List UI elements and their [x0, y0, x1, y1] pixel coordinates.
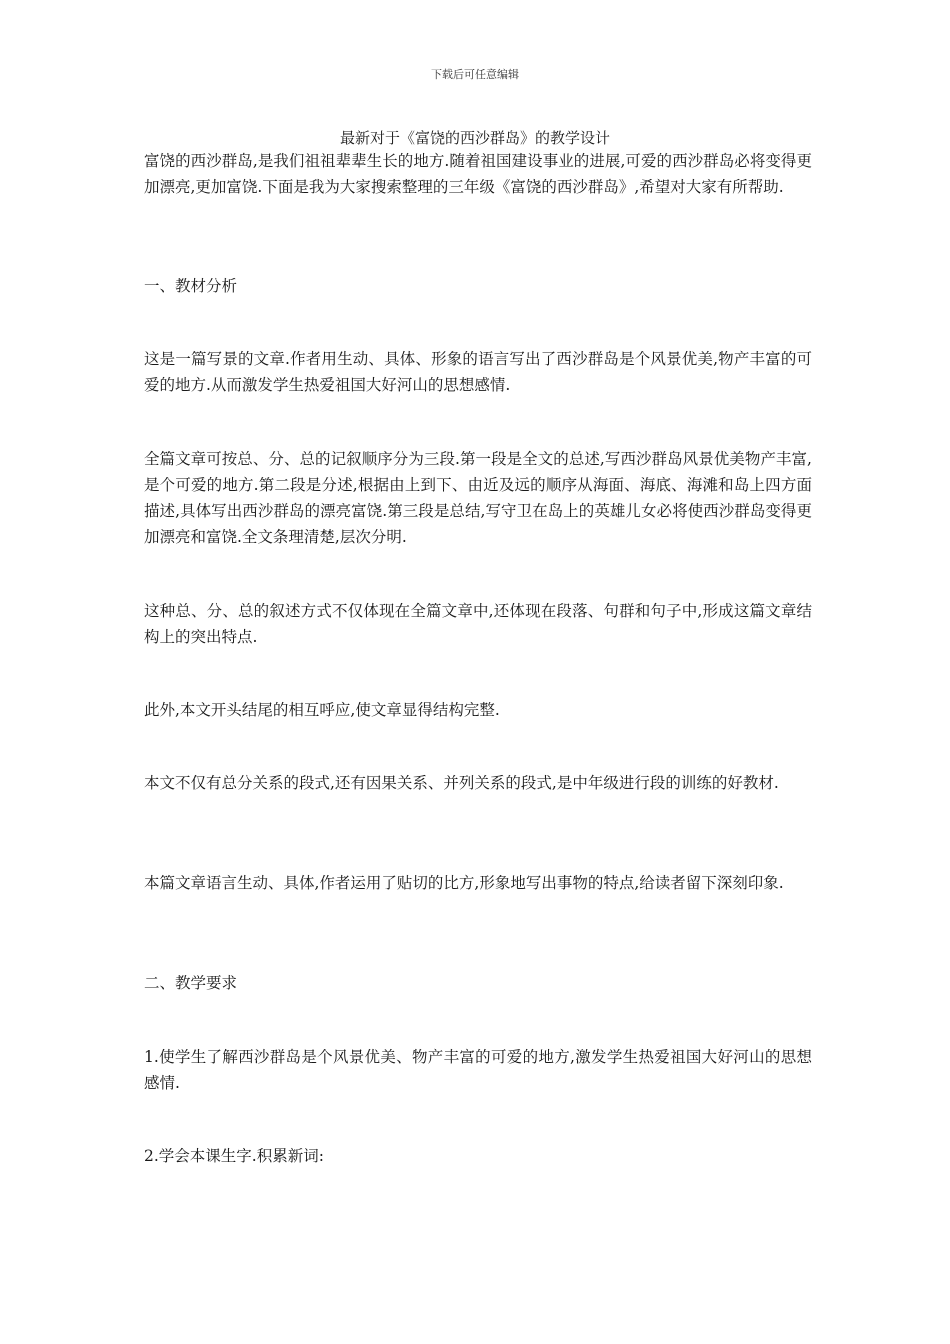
paragraph-paragraph-types: 本文不仅有总分关系的段式,还有因果关系、并列关系的段式,是中年级进行段的训练的好教材. — [144, 774, 779, 792]
paragraph-narrative-style: 这种总、分、总的叙述方式不仅体现在全篇文章中,还体现在段落、句群和句子中,形成这篇文章结构上的突出特点. — [144, 602, 812, 646]
section-heading-teaching-requirements: 二、教学要求 — [144, 974, 238, 992]
paragraph-opening-ending: 此外,本文开头结尾的相互呼应,使文章显得结构完整. — [144, 701, 500, 719]
requirement-item-2: 2.学会本课生字.积累新词: — [144, 1147, 324, 1165]
paragraph-structure: 全篇文章可按总、分、总的记叙顺序分为三段.第一段是全文的总述,写西沙群岛风景优美物产丰富,是个可爱的地方.第二段是分述,根据由上到下、由近及远的顺序从海面、海底、海滩和岛上四方面描述,具体写出西沙群岛的漂亮富饶.第三段是总结,写守卫在岛上的英雄儿女必将使西沙群岛变得更加漂亮和富饶.全文条理清楚,层次分明. — [144, 450, 812, 546]
header-note: 下载后可任意编辑 — [431, 68, 519, 81]
intro-paragraph: 富饶的西沙群岛,是我们祖祖辈辈生长的地方.随着祖国建设事业的进展,可爱的西沙群岛必将变得更加漂亮,更加富饶.下面是我为大家搜索整理的三年级《富饶的西沙群岛》,希望对大家有所帮助. — [144, 152, 812, 196]
paragraph-language: 本篇文章语言生动、具体,作者运用了贴切的比方,形象地写出事物的特点,给读者留下深刻印象. — [144, 874, 784, 892]
paragraph-text-overview: 这是一篇写景的文章.作者用生动、具体、形象的语言写出了西沙群岛是个风景优美,物产丰富的可爱的地方.从而激发学生热爱祖国大好河山的思想感情. — [144, 350, 812, 394]
document-title: 最新对于《富饶的西沙群岛》的教学设计 — [339, 129, 610, 147]
requirement-item-1: 1.使学生了解西沙群岛是个风景优美、物产丰富的可爱的地方,激发学生热爱祖国大好河山的思想感情. — [144, 1048, 812, 1092]
section-heading-textbook-analysis: 一、教材分析 — [144, 277, 238, 295]
